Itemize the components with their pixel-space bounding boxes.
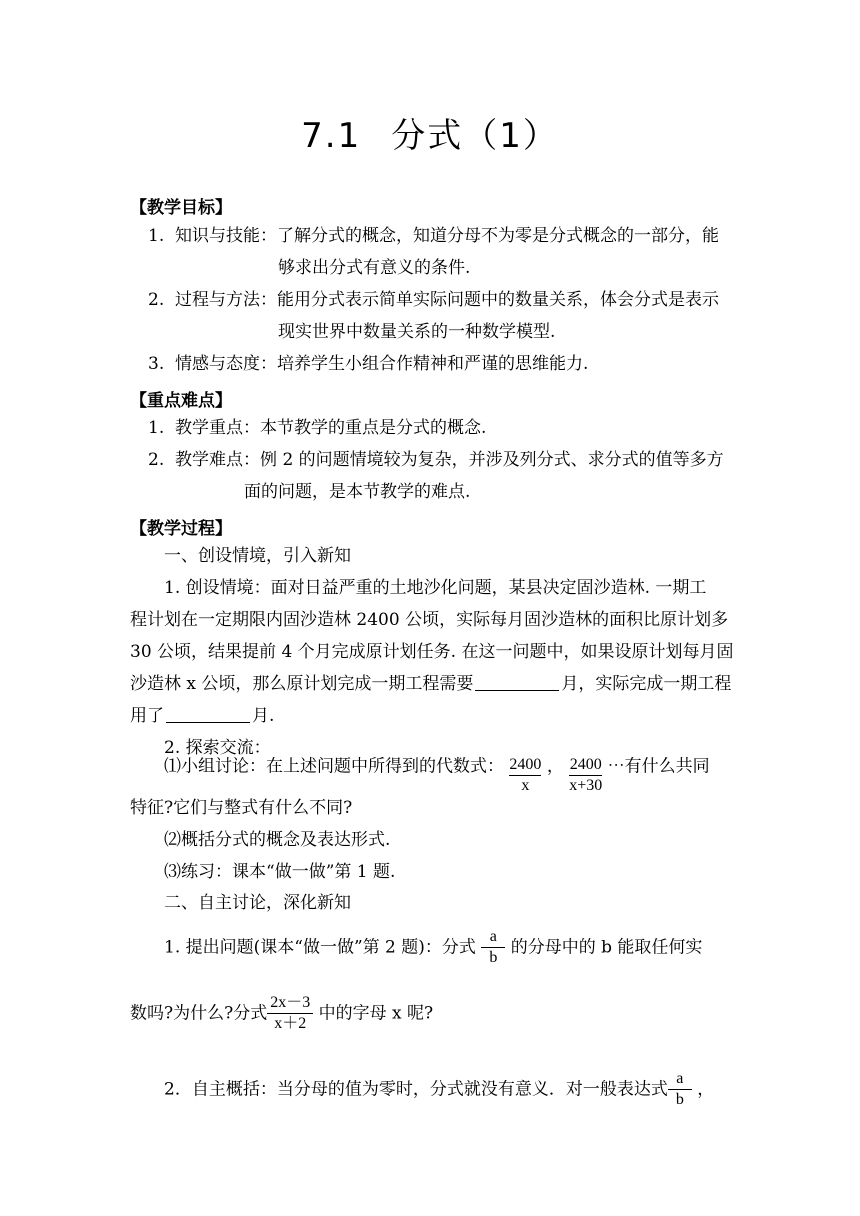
keypoint-item-2-cont: 面的问题，是本节教学的难点. [244,482,471,502]
paragraph-line: 用了 月. [130,706,275,726]
subsection-title: 2. 探索交流： [164,738,271,758]
objective-item-2: 2. 过程与方法：能用分式表示简单实际问题中的数量关系，体会分式是表示 [148,290,720,310]
paragraph-line: 1. 提出问题(课本“做一做”第 2 题)：分式 $\frac{a}{b}$ 的分母中的 b 能取任何实 [164,928,703,966]
paragraph-line: 1. 创设情境：面对日益严重的土地沙化问题，某县决定固沙造林. 一期工 [164,578,707,598]
keypoint-item-1: 1. 教学重点：本节教学的重点是分式的概念. [148,418,487,438]
paragraph-line: 30 公顷，结果提前 4 个月完成原计划任务. 在这一问题中，如果设原计划每月固 [130,642,734,662]
keypoints-heading: 【重点难点】 [130,391,232,411]
process-heading: 【教学过程】 [130,519,232,539]
objective-item-1-cont: 够求出分式有意义的条件. [278,258,471,278]
paragraph-line: ⑵概括分式的概念及表达形式. [164,830,391,850]
objective-item-1: 1. 知识与技能：了解分式的概念，知道分母不为零是分式概念的一部分，能 [148,226,720,246]
section-2-title: 二、自主讨论，深化新知 [164,893,351,913]
paragraph-line: 2．自主概括：当分母的值为零时，分式就没有意义．对一般表达式 $\frac{a}{b}$ ， [164,1070,715,1108]
fraction: $\frac{2x-3}{x+2}$ [267,994,313,1033]
fraction: $\frac{2400}{x}$ [509,756,542,790]
fraction: $\frac{a}{b}$ [668,1070,692,1109]
keypoint-item-2: 2. 教学难点：例 2 的问题情境较为复杂，并涉及列分式、求分式的值等多方 [148,450,724,470]
section-1-title: 一、创设情境，引入新知 [164,546,351,566]
paragraph-line: 数吗?为什么?分式 $\frac{2x-3}{x+2}$ 中的字母 x 呢? [130,994,434,1032]
paragraph-line: ⑴小组讨论：在上述问题中所得到的代数式： $\frac{2400}{x}$ ， $\frac{2400}{x+30}$ ⋯有什么共同 [164,756,710,790]
answer-blank [166,706,250,723]
paragraph-line: ⑶练习：课本“做一做”第 1 题. [164,862,396,882]
paragraph-line: 沙造林 x 公顷，那么原计划完成一期工程需要 月，实际完成一期工程 [130,674,732,694]
objective-item-2-cont: 现实世界中数量关系的一种数学模型. [278,322,556,342]
page-title: 7.1 分式（1） [301,116,559,156]
paragraph-line: 特征?它们与整式有什么不同? [130,798,353,818]
fraction: $\frac{2400}{x+30}$ [569,756,603,790]
objectives-heading: 【教学目标】 [130,198,232,218]
answer-blank [475,674,559,691]
objective-item-3: 3. 情感与态度：培养学生小组合作精神和严谨的思维能力. [148,354,589,374]
fraction: $\frac{a}{b}$ [481,928,505,967]
paragraph-line: 程计划在一定期限内固沙造林 2400 公顷，实际每月固沙造林的面积比原计划多 [130,610,729,630]
